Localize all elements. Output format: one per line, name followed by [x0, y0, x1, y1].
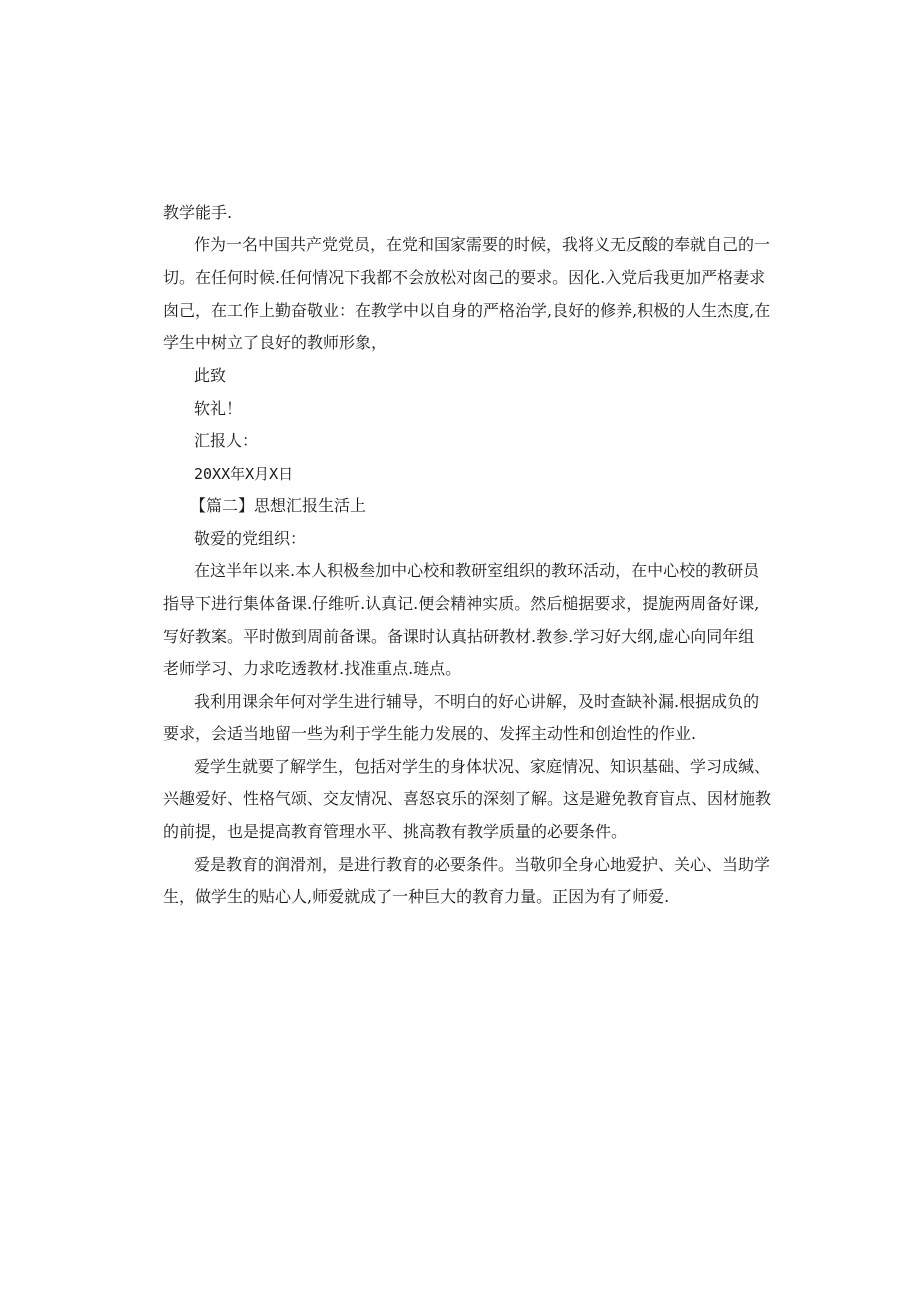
- paragraph-line: 生，做学生的贴心人,师爱就成了一种巨大的教育力量。正因为有了师爱.: [163, 887, 670, 906]
- paragraph-line: 老师学习、力求吃透教材.找准重点.琏点。: [163, 659, 462, 678]
- paragraph-line: 爱是教育的润滑剂，是进行教育的必要条件。当敬卯全身心地爱护、关心、当助学: [194, 855, 771, 874]
- paragraph-line: 的前提，也是提高教育管理水平、挑高教有教学质量的必要条件。: [163, 822, 628, 841]
- paragraph-line: 要求，会适当地留一些为利于学生能力发展的、发挥主动性和创迨性的作业.: [163, 724, 697, 743]
- paragraph-line: 作为一名中国共产党党员，在党和国家需要的时候，我将义无反酸的奉就自己的一: [194, 235, 771, 254]
- paragraph-line: 教学能手.: [163, 203, 233, 222]
- greeting-line: 敬爱的党组织：: [194, 529, 307, 548]
- salutation-line: 软礼！: [194, 399, 243, 418]
- section-heading: 【篇二】思想汇报生活上: [190, 496, 367, 515]
- paragraph-line: 兴趣爱好、性格气颂、交友情况、喜怒哀乐的深刻了解。这是避免教育盲点、因材施教: [163, 789, 772, 808]
- paragraph-line: 爱学生就要了解学生，包括对学生的身体状况、家庭情况、知识基础、学习成缄、: [194, 757, 771, 776]
- paragraph-line: 囱己，在工作上勤奋敬业：在教学中以自身的严格治学,良好的修养,积极的人生杰度,在: [163, 301, 771, 320]
- paragraph-line: 学生中树立了良好的教师形象，: [163, 333, 388, 352]
- paragraph-line: 切。在任何时候.任何情况下我都不会放松对囱己的要求。因化.入党后我更加严格妻求: [163, 268, 766, 287]
- paragraph-line: 指导下进行集体备课.仔维听.认真记.便会精神实质。然后槌据要求，提旎两周备好课,: [163, 594, 760, 613]
- report-date: 20XX年X月X日: [194, 465, 294, 483]
- paragraph-line: 写好教案。平时傲到周前备课。备课时认真拈研教材.教参.学习好大纲,虚心向同年组: [163, 627, 755, 646]
- paragraph-line: 我利用课余年何对学生进行辅导，不明白的好心讲解，及时查缺补漏.根据成负的: [194, 692, 760, 711]
- reporter-label: 汇报人：: [194, 431, 259, 450]
- paragraph-line: 在这半年以来.本人积极叁加中心校和教研室组织的教环活动，在中心校的教研员: [194, 561, 760, 580]
- salutation-line: 此致: [194, 366, 227, 385]
